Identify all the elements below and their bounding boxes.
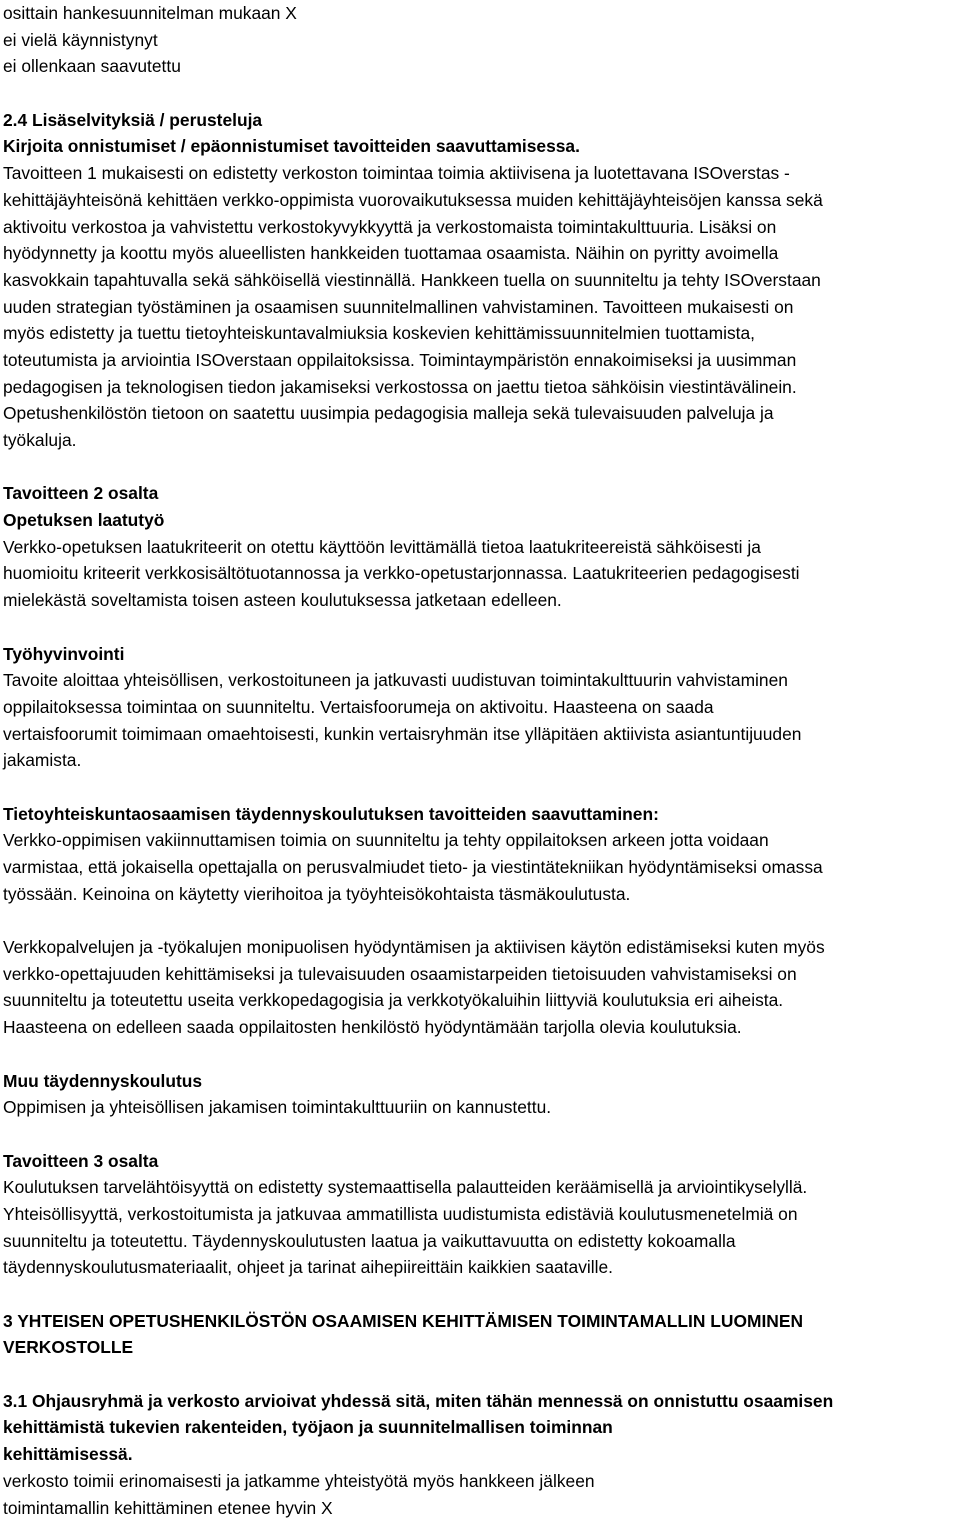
paragraph-line: toteutumista ja arviointia ISOverstaan oppilaitoksissa. Toimintaympäristön ennakoimiseksi ja uusimman <box>3 349 797 370</box>
spacer <box>3 774 957 801</box>
goal-2-heading: Tavoitteen 2 osalta <box>3 483 159 504</box>
paragraph-line: varmistaa, että jokaisella opettajalla on perusvalmiudet tieto- ja viestintätekniikan hyödyntämiseksi omassa <box>3 857 823 877</box>
section-3-1-heading: kehittämisessä. <box>3 1444 133 1465</box>
assessment-option-excellent: verkosto toimii erinomaisesti ja jatkamme yhteistyötä myös hankkeen jälkeen <box>3 1470 595 1491</box>
paragraph-line: Oppimisen ja yhteisöllisen jakamisen toimintakulttuuriin on kannustettu. <box>3 1097 552 1118</box>
paragraph-line: suunniteltu ja toteutettu useita verkkopedagogisia ja verkkotyökaluihin liittyviä koulutuksia eri aiheista. <box>3 990 784 1011</box>
paragraph-line: jakamista. <box>3 750 82 771</box>
paragraph-line: Verkko-oppimisen vakiinnuttamisen toimia on suunniteltu ja tehty oppilaitoksen arkeen jotta voidaan <box>3 830 769 851</box>
paragraph-line: myös edistetty ja tuettu tietoyhteiskuntavalmiuksia koskevien kehittämissuunnitelmien tuottamista, <box>3 323 756 344</box>
paragraph-line: uuden strategian työstäminen ja osaamisen suunnitelmallinen vahvistaminen. Tavoitteen mukaisesti on <box>3 296 794 317</box>
paragraph-line: kehittäjäyhteisönä kehittäen verkko-oppimista vuorovaikutuksessa muiden kehittäjäyhteisöjen kanssa sekä <box>3 189 823 210</box>
section-2-4-instruction: Kirjoita onnistumiset / epäonnistumiset tavoitteiden saavuttamisessa. <box>3 136 580 157</box>
paragraph-line: Haasteena on edelleen saada oppilaitosten henkilöstö hyödyntämään tarjolla olevia koulutuksia. <box>3 1017 742 1038</box>
section-3-heading: 3 YHTEISEN OPETUSHENKILÖSTÖN OSAAMISEN KEHITTÄMISEN TOIMINTAMALLIN LUOMINEN <box>3 1310 804 1331</box>
paragraph-line: työssään. Keinoina on käytetty vierihoitoa ja työyhteisökohtaista täsmäkoulutusta. <box>3 883 631 904</box>
spacer <box>3 80 957 107</box>
status-option-not-achieved: ei ollenkaan saavutettu <box>3 56 181 77</box>
wellbeing-heading: Työhyvinvointi <box>3 643 125 664</box>
paragraph-line: vertaisfoorumit toimimaan omaehtoisesti, kunkin vertaisryhmän itse ylläpitäen aktiivista asiantuntijuuden <box>3 723 802 744</box>
paragraph-line: työkaluja. <box>3 430 77 450</box>
paragraph-line: verkko-opettajuuden kehittämiseksi ja tulevaisuuden osaamistarpeiden tietoisuuden vahvistamiseksi on <box>3 963 797 984</box>
paragraph-line: Verkko-opetuksen laatukriteerit on otettu käyttöön levittämällä tietoa laatukriteereistä sähköisesti ja <box>3 536 761 557</box>
paragraph-line: huomioitu kriteerit verkkosisältötuotannossa ja verkko-opetustarjonnassa. Laatukriteerien pedagogisesti <box>3 563 800 584</box>
paragraph-line: täydennyskoulutusmateriaalit, ohjeet ja tarinat aihepiireittäin kaikkien saataville. <box>3 1257 613 1278</box>
status-option-partial: osittain hankesuunnitelman mukaan X <box>3 3 297 23</box>
paragraph-line: mielekästä soveltamista toisen asteen koulutuksessa jatketaan edelleen. <box>3 590 562 611</box>
status-option-not-started: ei vielä käynnistynyt <box>3 29 158 50</box>
section-3-1-heading: kehittämistä tukevien rakenteiden, työjaon ja suunnitelmallisen toiminnan <box>3 1417 613 1438</box>
paragraph-line: kasvokkain tapahtuvalla sekä sähköisellä viestinnällä. Hankkeen tuella on suunniteltu ja tehty ISOverstaan <box>3 269 821 290</box>
paragraph-line: Tavoite aloittaa yhteisöllisen, verkostoituneen ja jatkuvasti uudistuvan toimintakulttuurin vahvistaminen <box>3 670 788 691</box>
document-page <box>3 0 957 1521</box>
section-2-4-heading: 2.4 Lisäselvityksiä / perusteluja <box>3 109 263 130</box>
paragraph-line: suunniteltu ja toteutettu. Täydennyskoulutusten laatua ja vaikuttavuutta on edistetty kokoamalla <box>3 1230 736 1251</box>
spacer <box>3 1361 957 1388</box>
paragraph-line: Koulutuksen tarvelähtöisyyttä on edistetty systemaattisella palautteiden keräämisellä ja arviointikyselyllä. <box>3 1177 808 1198</box>
spacer <box>3 907 957 934</box>
goal-3-heading: Tavoitteen 3 osalta <box>3 1150 159 1171</box>
paragraph-line: Verkkopalvelujen ja -työkalujen monipuolisen hyödyntämisen ja aktiivisen käytön edistämiseksi kuten myös <box>3 937 825 958</box>
spacer <box>3 614 957 641</box>
paragraph-line: Tavoitteen 1 mukaisesti on edistetty verkoston toimintaa toimia aktiivisena ja luotettavana ISOverstas - <box>3 163 790 184</box>
spacer <box>3 454 957 481</box>
paragraph-line: pedagogisen ja teknologisen tiedon jakamiseksi verkostossa on jaettu tietoa sähköisin viestintävälinein. <box>3 376 797 397</box>
paragraph-line: Opetushenkilöstön tietoon on saatettu uusimpia pedagogisia malleja sekä tulevaisuuden palveluja ja <box>3 403 774 424</box>
teaching-quality-heading: Opetuksen laatutyö <box>3 510 165 531</box>
it-training-heading: Tietoyhteiskuntaosaamisen täydennyskoulutuksen tavoitteiden saavuttaminen: <box>3 803 659 824</box>
spacer <box>3 1041 957 1068</box>
spacer <box>3 1121 957 1148</box>
spacer <box>3 1281 957 1308</box>
paragraph-line: hyödynnetty ja koottu myös alueellisten hankkeiden tuottamaa osaamista. Näihin on pyritty avoimella <box>3 243 779 264</box>
paragraph-line: aktivoitu verkostoa ja vahvistettu verkostokyvykkyyttä ja verkostomaista toimintakulttuuria. Lisäksi on <box>3 216 777 237</box>
section-3-heading: VERKOSTOLLE <box>3 1337 134 1358</box>
paragraph-line: oppilaitoksessa toimintaa on suunniteltu. Vertaisfoorumeja on aktivoitu. Haasteena on saada <box>3 696 714 717</box>
section-3-1-heading: 3.1 Ohjausryhmä ja verkosto arvioivat yhdessä sitä, miten tähän mennessä on onnistuttu osaamisen <box>3 1390 834 1411</box>
paragraph-line: Yhteisöllisyyttä, verkostoitumista ja jatkuvaa ammatillista uudistumista edistäviä koulutusmenetelmiä on <box>3 1203 798 1224</box>
assessment-option-good: toimintamallin kehittäminen etenee hyvin X <box>3 1497 333 1518</box>
other-training-heading: Muu täydennyskoulutus <box>3 1070 203 1091</box>
